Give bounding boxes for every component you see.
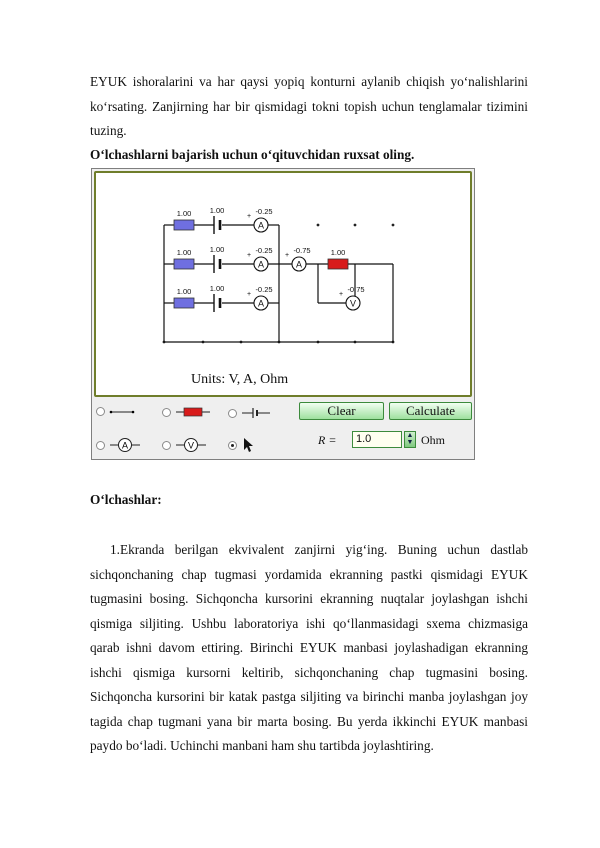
calculate-button[interactable]: Calculate bbox=[389, 402, 472, 420]
voltmeter-symbol: V bbox=[349, 298, 357, 309]
tool-resistor[interactable] bbox=[162, 407, 211, 417]
resistor-1[interactable] bbox=[174, 220, 194, 230]
radio-wire[interactable] bbox=[96, 407, 105, 416]
r-value-input[interactable]: 1.0 bbox=[352, 431, 402, 448]
tool-ammeter[interactable] bbox=[96, 437, 141, 453]
spin-down-icon[interactable]: ▼ bbox=[406, 438, 414, 446]
svg-text:+: + bbox=[247, 213, 252, 220]
tool-wire[interactable] bbox=[96, 407, 135, 416]
voltmeter-icon bbox=[175, 437, 207, 453]
wire-icon bbox=[109, 408, 135, 416]
tool-voltmeter[interactable] bbox=[162, 437, 207, 453]
svg-text:+: + bbox=[285, 252, 290, 259]
ammeter-reading: -0.75 bbox=[293, 246, 311, 255]
voltmeter-reading: -0.75 bbox=[347, 285, 365, 294]
radio-voltmeter[interactable] bbox=[162, 441, 171, 450]
r-label: R = bbox=[318, 433, 337, 447]
radio-ammeter[interactable] bbox=[96, 441, 105, 450]
ammeter-symbol: A bbox=[257, 298, 265, 309]
spin-up-icon[interactable]: ▲ bbox=[406, 431, 414, 439]
svg-text:+: + bbox=[247, 252, 252, 259]
measurements-heading: O‘lchashlar: bbox=[90, 492, 162, 507]
circuit-canvas[interactable] bbox=[94, 171, 472, 397]
source-label: 1.00 bbox=[209, 206, 225, 215]
resistor-label: 1.00 bbox=[176, 287, 192, 296]
ammeter-reading: -0.25 bbox=[255, 207, 273, 216]
step-1-paragraph: 1.Ekranda berilgan ekvivalent zanjirni yig‘ing. Buning uchun dastlab sichqonchaning chap tugmasi yordamida ekranning pastki qismidagi EYUK tugmasini bosing. Sichqoncha kursorini ekranning nuqtalar joylashgan ishchi qismiga siljiting. Ushbu laboratoriya ishi qo‘llanmasidagi sxema chizmasiga qarab ishni davom ettiring. Birinchi EYUK manbasi joylashadigan ekranning ishchi qismiga kursorni keltirib, sichqonchaning chap tugmasini bosing. Sichqoncha kursorini bir katak pastga siljiting va birinchi manba joylashgan joy tagida chap tugmani yana bir marta bosing. Bu yerda ikkinchi EYUK manbasi paydo bo‘ladi. Uchinchi manbani ham shu tartibda joylashtiring. bbox=[90, 542, 528, 753]
ammeter-symbol: A bbox=[257, 259, 265, 270]
resistor-label: 1.00 bbox=[176, 248, 192, 257]
tool-pointer[interactable] bbox=[228, 437, 255, 453]
source-label: 1.00 bbox=[209, 245, 225, 254]
pointer-icon bbox=[241, 437, 255, 453]
r-unit: Ohm bbox=[421, 433, 445, 447]
radio-source[interactable] bbox=[228, 409, 237, 418]
intro-paragraph: EYUK ishoralarini va har qaysi yopiq konturni aylanib chiqish yo‘nalishlarini ko‘rsating. Zanjirning har bir qismidagi tokni topish uchun tenglamalar tizimini tuzing. bbox=[90, 74, 528, 138]
battery-icon bbox=[241, 407, 271, 419]
resistor-label: 1.00 bbox=[176, 209, 192, 218]
resistor-icon bbox=[175, 407, 211, 417]
clear-button[interactable]: Clear bbox=[299, 402, 384, 420]
tool-source[interactable] bbox=[228, 407, 271, 419]
ammeter-symbol: A bbox=[257, 220, 265, 231]
resistor-2[interactable] bbox=[174, 259, 194, 269]
permission-note: O‘lchashlarni bajarish uchun o‘qituvchidan ruxsat oling. bbox=[90, 147, 415, 162]
resistor-3[interactable] bbox=[174, 298, 194, 308]
svg-text:V: V bbox=[187, 440, 195, 451]
source-label: 1.00 bbox=[209, 284, 225, 293]
ammeter-symbol: A bbox=[295, 259, 303, 270]
svg-text:+: + bbox=[339, 291, 344, 298]
ammeter-reading: -0.25 bbox=[255, 285, 273, 294]
units-label: Units: V, A, Ohm bbox=[191, 372, 289, 387]
circuit-simulator bbox=[91, 168, 475, 460]
r-spinner[interactable] bbox=[404, 431, 416, 448]
selected-resistor[interactable] bbox=[328, 259, 348, 269]
svg-text:A: A bbox=[121, 440, 129, 451]
radio-resistor[interactable] bbox=[162, 408, 171, 417]
ammeter-reading: -0.25 bbox=[255, 246, 273, 255]
ammeter-icon bbox=[109, 437, 141, 453]
red-resistor-label: 1.00 bbox=[330, 248, 346, 257]
svg-text:+: + bbox=[247, 291, 252, 298]
radio-pointer[interactable] bbox=[228, 441, 237, 450]
